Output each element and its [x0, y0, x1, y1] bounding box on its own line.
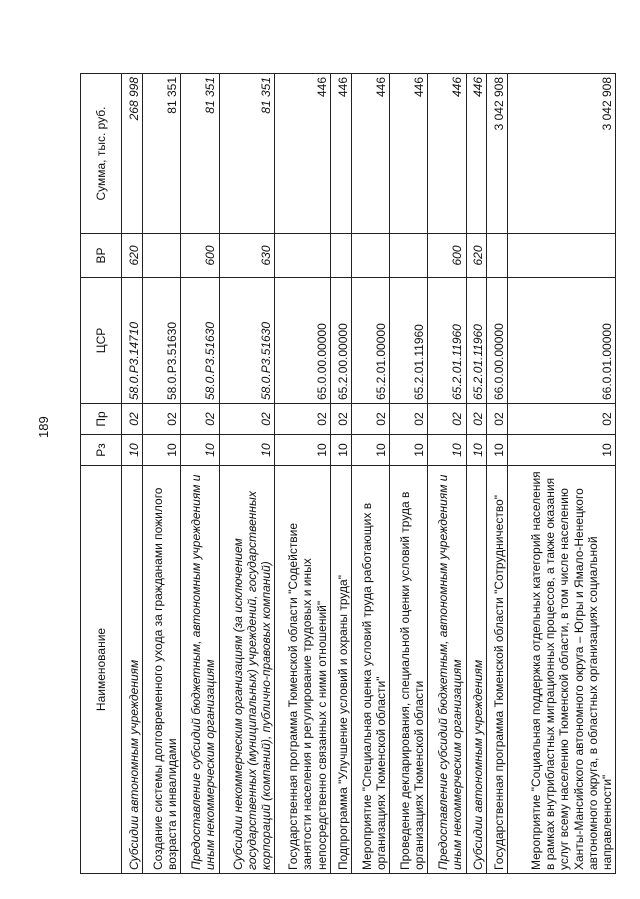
cell-pr: 02 [351, 404, 389, 435]
cell-sum: 446 [275, 74, 331, 234]
cell-pr: 02 [181, 404, 219, 435]
cell-csr: 58.0.Р3.51630 [181, 278, 219, 404]
cell-sum: 446 [428, 74, 466, 234]
table-row [466, 74, 487, 874]
cell-vr [330, 234, 351, 278]
header-rz: Рз [81, 435, 122, 466]
table-row [219, 74, 275, 874]
cell-name: Мероприятие "Специальная оценка условий труда работающих в организациях Тюменской области" [351, 466, 389, 874]
budget-table [80, 73, 616, 874]
cell-vr: 620 [122, 234, 143, 278]
cell-csr: 65.2.01.11960 [389, 278, 427, 404]
cell-sum: 81 351 [142, 74, 180, 234]
cell-name: Субсидии некоммерческим организациям (за исключением государственных (муниципальных) учреждений, государственных корпораций (компаний), публично-правовых компаний) [219, 466, 275, 874]
cell-name: Субсидии автономным учреждениям [466, 466, 487, 874]
cell-pr: 02 [142, 404, 180, 435]
cell-sum: 3 042 908 [508, 74, 616, 234]
cell-csr: 65.2.01.11960 [428, 278, 466, 404]
cell-vr [275, 234, 331, 278]
table-row [275, 74, 331, 874]
cell-csr: 58.0.Р3.14710 [122, 278, 143, 404]
table-row [389, 74, 427, 874]
cell-name: Подпрограмма "Улучшение условий и охраны труда" [330, 466, 351, 874]
cell-csr: 65.0.00.00000 [275, 278, 331, 404]
cell-rz: 10 [275, 435, 331, 466]
cell-name: Государственная программа Тюменской области "Сотрудничество" [487, 466, 508, 874]
cell-sum: 446 [389, 74, 427, 234]
cell-sum: 268 998 [122, 74, 143, 234]
cell-rz: 10 [219, 435, 275, 466]
table-row [351, 74, 389, 874]
cell-vr [508, 234, 616, 278]
cell-csr: 66.0.01.00000 [508, 278, 616, 404]
cell-sum: 3 042 908 [487, 74, 508, 234]
header-csr: ЦСР [81, 278, 122, 404]
cell-rz: 10 [508, 435, 616, 466]
cell-csr: 65.2.00.00000 [330, 278, 351, 404]
cell-rz: 10 [389, 435, 427, 466]
cell-sum: 446 [351, 74, 389, 234]
cell-sum: 446 [466, 74, 487, 234]
cell-rz: 10 [181, 435, 219, 466]
cell-rz: 10 [142, 435, 180, 466]
table-row [181, 74, 219, 874]
cell-rz: 10 [466, 435, 487, 466]
cell-pr: 02 [466, 404, 487, 435]
table-row [122, 74, 143, 874]
cell-sum: 81 351 [181, 74, 219, 234]
cell-rz: 10 [487, 435, 508, 466]
cell-vr [142, 234, 180, 278]
header-vr: ВР [81, 234, 122, 278]
cell-name: Проведение декларирования, специальной оценки условий труда в организациях Тюменской области [389, 466, 427, 874]
cell-pr: 02 [330, 404, 351, 435]
cell-name: Создание системы долговременного ухода за гражданами пожилого возраста и инвалидами [142, 466, 180, 874]
cell-pr: 02 [275, 404, 331, 435]
cell-vr [487, 234, 508, 278]
cell-name: Субсидии автономным учреждениям [122, 466, 143, 874]
cell-name: Мероприятие "Социальная поддержка отдельных категорий населения в рамках внутрибластных миграционных процессов, а также оказания услуг всему населению Тюменской области, в том числе населению Ханты-Мансийского автономного округа – Югры и Ямало-Ненецкого автономного округа, в областных организациях социальной направленности" [508, 466, 616, 874]
header-row [81, 74, 122, 874]
cell-name: Предоставление субсидий бюджетным, автономным учреждениям и иным некоммерческим организациям [428, 466, 466, 874]
cell-name: Предоставление субсидий бюджетным, автономным учреждениям и иным некоммерческим организациям [181, 466, 219, 874]
cell-name: Государственная программа Тюменской области "Содействие занятости населения и регулирование трудовых и иных непосредственно связанных с ними отношений" [275, 466, 331, 874]
cell-vr [389, 234, 427, 278]
cell-pr: 02 [122, 404, 143, 435]
cell-rz: 10 [428, 435, 466, 466]
rotated-table-container [80, 74, 616, 874]
cell-pr: 02 [508, 404, 616, 435]
table-row [142, 74, 180, 874]
header-sum: Сумма, тыс. руб. [81, 74, 122, 234]
header-pr: Пр [81, 404, 122, 435]
cell-csr: 58.0.Р3.51630 [142, 278, 180, 404]
cell-vr: 600 [181, 234, 219, 278]
cell-vr: 630 [219, 234, 275, 278]
page-number: 189 [36, 416, 51, 438]
cell-vr: 620 [466, 234, 487, 278]
table-row [428, 74, 466, 874]
cell-csr: 65.2.01.00000 [351, 278, 389, 404]
cell-csr: 65.2.01.11960 [466, 278, 487, 404]
cell-pr: 02 [219, 404, 275, 435]
cell-pr: 02 [428, 404, 466, 435]
cell-rz: 10 [351, 435, 389, 466]
cell-sum: 446 [330, 74, 351, 234]
cell-rz: 10 [330, 435, 351, 466]
cell-rz: 10 [122, 435, 143, 466]
cell-pr: 02 [389, 404, 427, 435]
cell-sum: 81 351 [219, 74, 275, 234]
table-body [122, 74, 616, 874]
cell-csr: 66.0.00.00000 [487, 278, 508, 404]
table-row [330, 74, 351, 874]
header-name: Наименование [81, 466, 122, 874]
cell-csr: 58.0.Р3.51630 [219, 278, 275, 404]
cell-vr: 600 [428, 234, 466, 278]
cell-vr [351, 234, 389, 278]
table-row [487, 74, 508, 874]
table-row [508, 74, 616, 874]
cell-pr: 02 [487, 404, 508, 435]
